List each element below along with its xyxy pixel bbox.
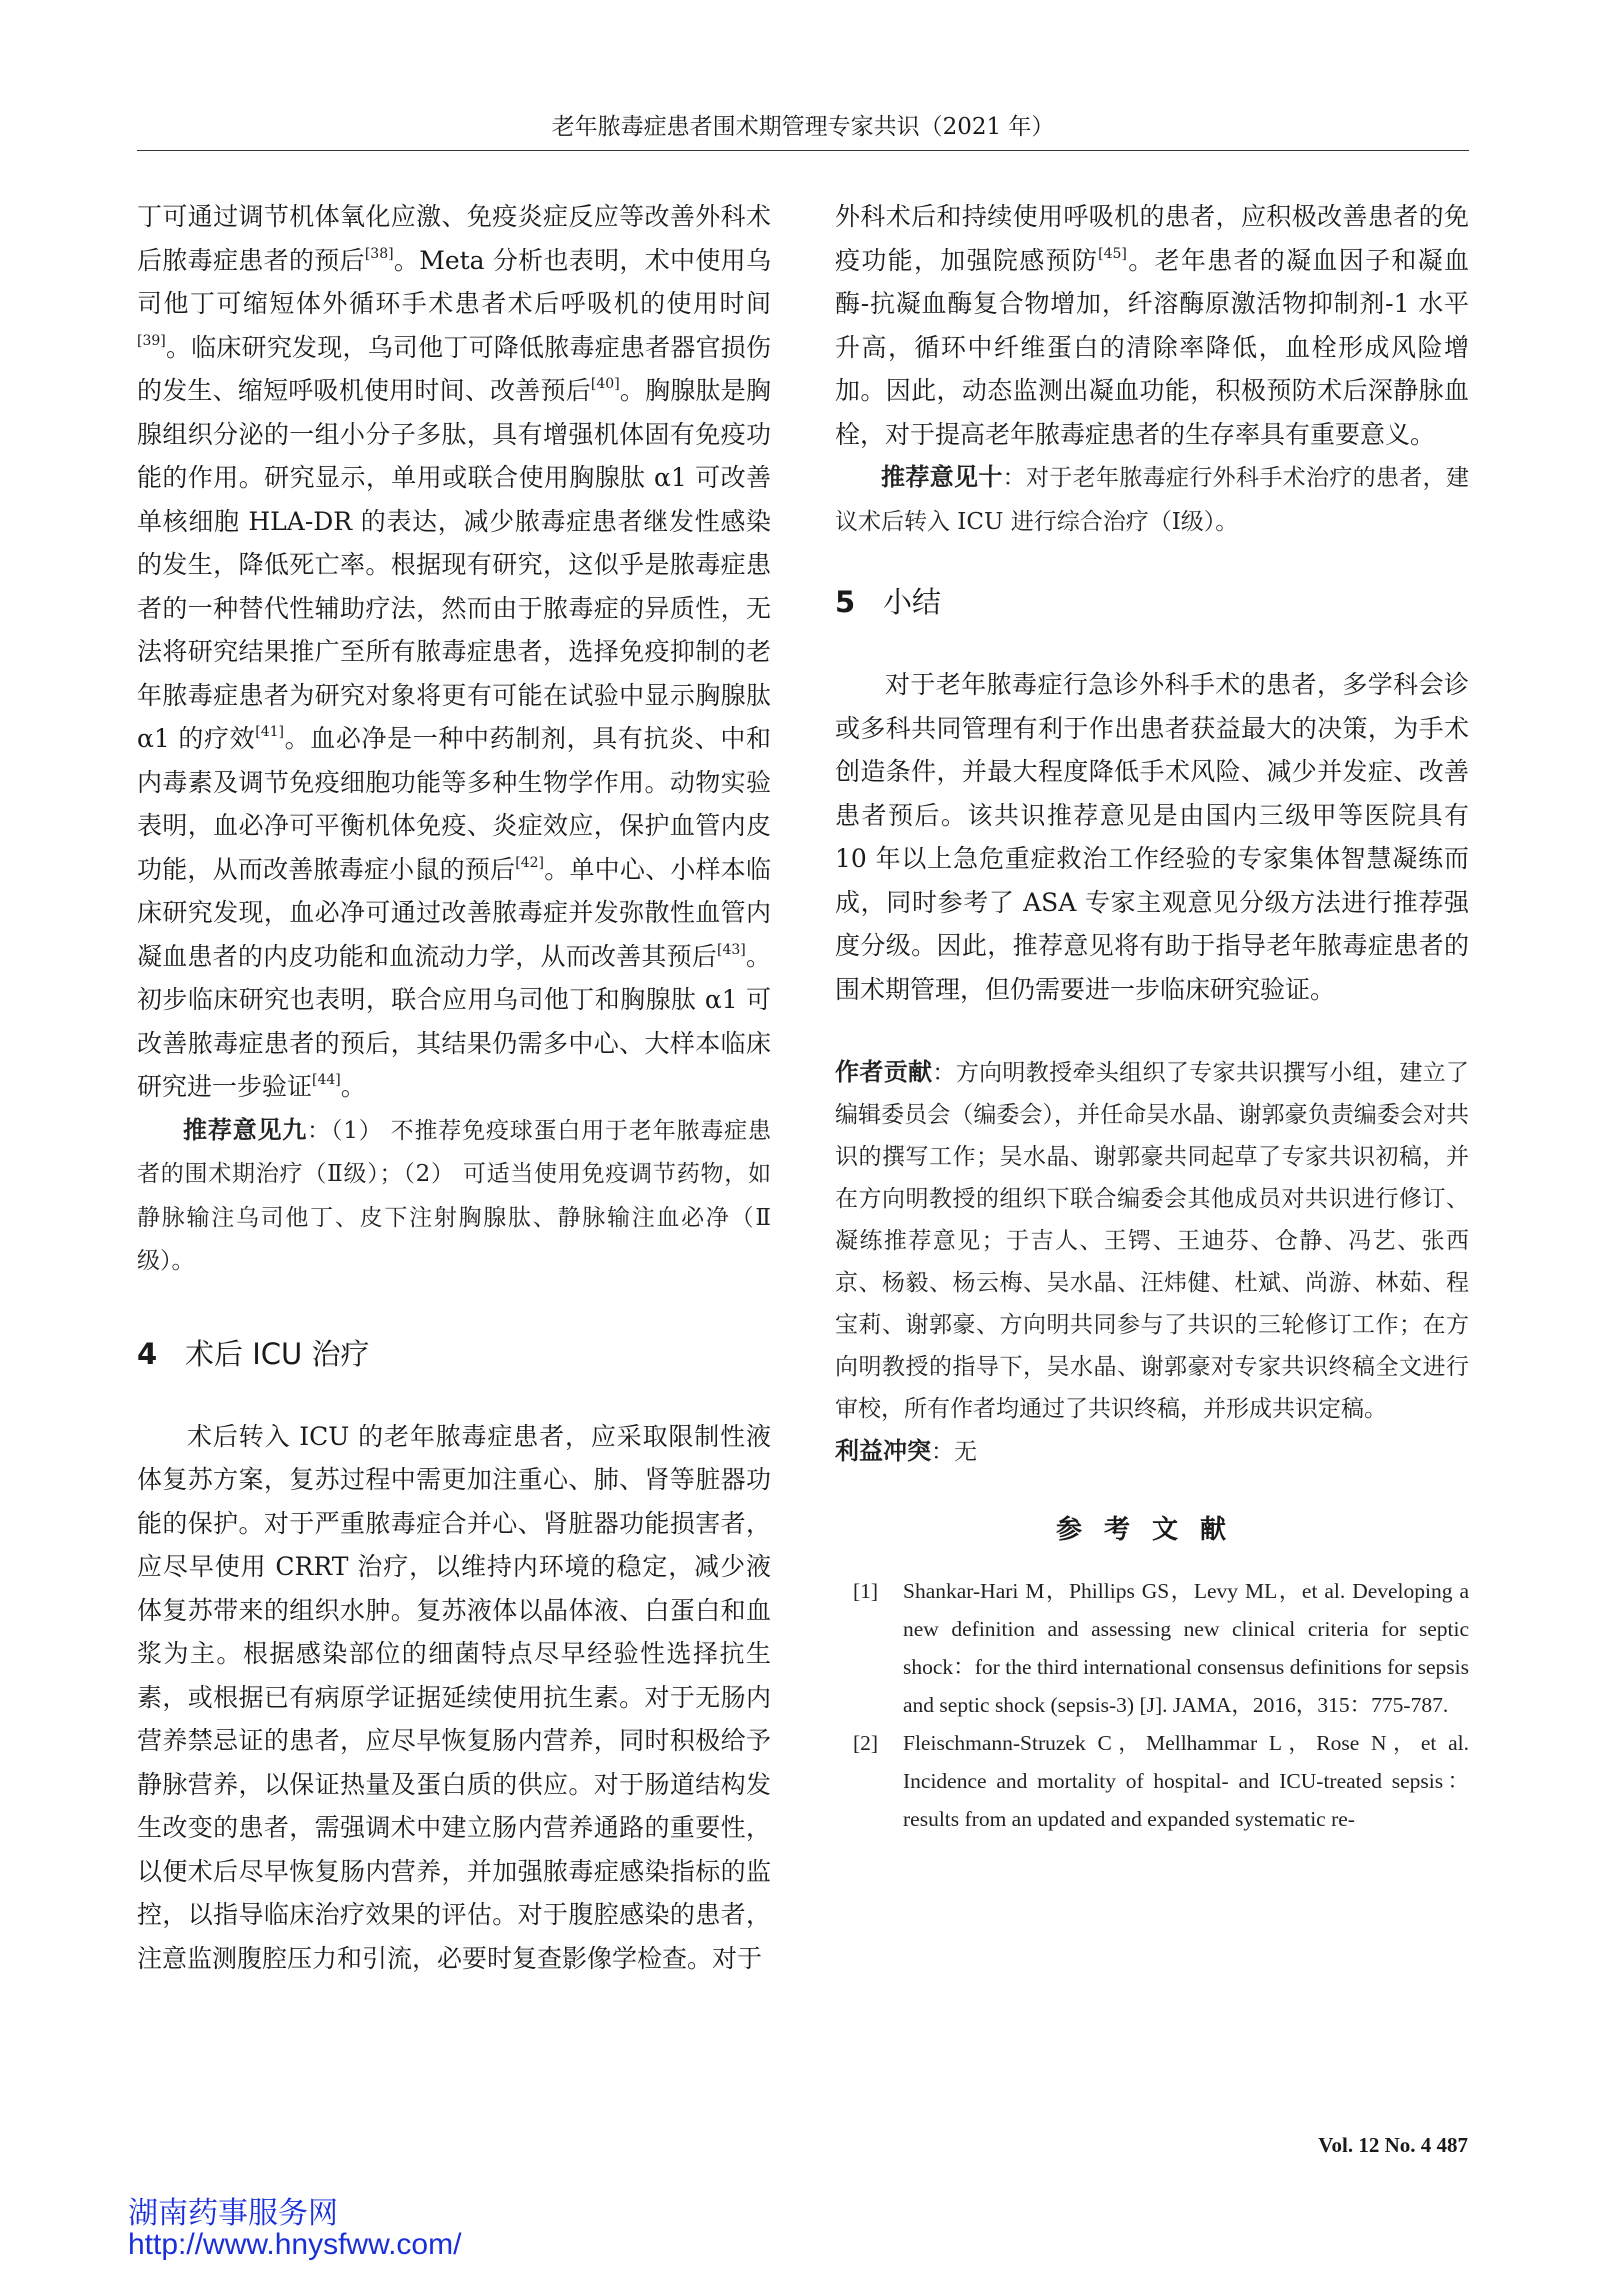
- section-heading-5: [835, 580, 1469, 621]
- text-span: 。血必净是一种中药制剂，具有抗炎、中和内毒素及调节免疫细胞功能等多种生物学作用。动物实验表明，血必净可平衡机体免疫、炎症效应，保护血管内皮功能，从而改善脓毒症小鼠的预后: [137, 724, 771, 884]
- author-contributions: [835, 1051, 1469, 1430]
- text-span: 。老年患者的凝血因子和凝血酶-抗凝血酶复合物增加，纤溶酶原激活物抑制剂-1 水平升高，循环中纤维蛋白的清除率降低，血栓形成风险增加。因此，动态监测出凝血功能，积极预防术后深静脉血栓，对于提高老年脓毒症患者的生存率具有重要意义。: [835, 245, 1469, 449]
- recommendation-label: 推荐意见九: [183, 1115, 308, 1144]
- reference-item: [835, 1572, 1469, 1724]
- text-span: 。初步临床研究也表明，联合应用乌司他丁和胸腺肽 α1 可改善脓毒症患者的预后，其结果仍需多中心、大样本临床研究进一步验证: [137, 941, 771, 1101]
- reference-item: [835, 1724, 1469, 1838]
- body-paragraph: [137, 195, 771, 1109]
- recommendation-label: 推荐意见十: [881, 463, 1003, 491]
- text-span: 外科术后和持续使用呼吸机的患者，应积极改善患者的免疫功能，加强院感预防: [835, 202, 1469, 275]
- header-divider: [137, 150, 1469, 151]
- left-column: [137, 195, 771, 1980]
- recommendation-9: [137, 1109, 771, 1284]
- citation-38: [38]: [364, 245, 394, 262]
- conflict-of-interest: [835, 1430, 1469, 1473]
- body-paragraph: [835, 195, 1469, 456]
- section-heading-4: [137, 1332, 771, 1373]
- text-span: 。临床研究发现，乌司他丁可降低脓毒症患者器官损伤的发生、缩短呼吸机使用时间、改善预后: [137, 332, 771, 405]
- section-number: 4: [137, 1336, 158, 1371]
- citation-44: [44]: [312, 1072, 341, 1088]
- watermark-site-name: 湖南药事服务网: [128, 2197, 338, 2230]
- citation-43: [43]: [717, 941, 746, 958]
- section-number: 5: [835, 585, 856, 619]
- references-heading: 参考文献: [1055, 1515, 1248, 1545]
- text-span: 。: [340, 1072, 366, 1101]
- contrib-text: ：方向明教授牵头组织了专家共识撰写小组，建立了编辑委员会（编委会），并任命吴水晶、谢郭豪负责编委会对共识的撰写工作；吴水晶、谢郭豪共同起草了专家共识初稿，并在方向明教授的组织下联合编委会其他成员对共识进行修订、凝练推荐意见；于吉人、王锷、王迪芬、仓静、冯艺、张西京、杨毅、杨云梅、吴水晶、汪炜健、杜斌、尚游、林茹、程宝莉、谢郭豪、方向明共同参与了共识的三轮修订工作；在方向明教授的指导下，吴水晶、谢郭豪对专家共识终稿全文进行审校，所有作者均通过了共识终稿，并形成共识定稿。: [835, 1060, 1470, 1422]
- right-column: [835, 195, 1469, 1838]
- reference-number: [2]: [853, 1731, 879, 1755]
- citation-41: [41]: [255, 724, 285, 740]
- citation-40: [40]: [590, 376, 620, 392]
- recommendation-text: ：（1） 不推荐免疫球蛋白用于老年脓毒症患者的围术期治疗（Ⅱ级）；（2） 可适当使用免疫调节药物，如静脉输注乌司他丁、皮下注射胸腺肽、静脉输注血必净（Ⅱ级）。: [137, 1117, 771, 1274]
- contrib-label: 作者贡献: [835, 1058, 933, 1086]
- text-span: 。Meta 分析也表明，术中使用乌司他丁可缩短体外循环手术患者术后呼吸机的使用时间: [137, 245, 771, 318]
- citation-39: [39]: [137, 332, 166, 349]
- reference-text: Fleischmann-Struzek C，Mellhammar L，Rose N，et al. Incidence and mortality of hospital- and ICU-treated sepsis：results from an updated and expanded systematic re-: [903, 1731, 1469, 1831]
- text-span: 。胸腺肽是胸腺组织分泌的一组小分子多肽，具有增强机体固有免疫功能的作用。研究显示，单用或联合使用胸腺肽 α1 可改善单核细胞 HLA-DR 的表达，减少脓毒症患者继发性感染的发生，降低死亡率。根据现有研究，这似乎是脓毒症患者的一种替代性辅助疗法，然而由于脓毒症的异质性，无法将研究结果推广至所有脓毒症患者，选择免疫抑制的老年脓毒症患者为研究对象将更有可能在试验中显示胸腺肽 α1 的疗效: [137, 376, 771, 753]
- text-span: 丁可通过调节机体氧化应激、免疫炎症反应等改善外科术后脓毒症患者的预后: [137, 202, 771, 275]
- section-title: 术后 ICU 治疗: [185, 1336, 370, 1371]
- section-title: 小结: [883, 585, 942, 619]
- citation-42: [42]: [515, 854, 545, 871]
- journal-running-title: 老年脓毒症患者围术期管理专家共识（2021 年）: [551, 114, 1055, 140]
- body-paragraph: 术后转入 ICU 的老年脓毒症患者，应采取限制性液体复苏方案，复苏过程中需更加注重心、肺、肾等脏器功能的保护。对于严重脓毒症合并心、肾脏器功能损害者，应尽早使用 CRRT 治疗，以维持内环境的稳定，减少液体复苏带来的组织水肿。复苏液体以晶体液、白蛋白和血浆为主。根据感染部位的细菌特点尽早经验性选择抗生素，或根据已有病原学证据延续使用抗生素。对于无肠内营养禁忌证的患者，应尽早恢复肠内营养，同时积极给予静脉营养，以保证热量及蛋白质的供应。对于肠道结构发生改变的患者，需强调术中建立肠内营养通路的重要性，以便术后尽早恢复肠内营养，并加强脓毒症感染指标的监控，以指导临床治疗效果的评估。对于腹腔感染的患者，注意监测腹腔压力和引流，必要时复查影像学检查。对于: [137, 1421, 771, 1973]
- recommendation-text: ：对于老年脓毒症行外科手术治疗的患者，建议术后转入 ICU 进行综合治疗（Ⅰ级）。: [835, 465, 1470, 535]
- citation-45: [45]: [1098, 245, 1127, 262]
- reference-number: [1]: [853, 1579, 879, 1603]
- conflict-text: ：无: [931, 1439, 977, 1465]
- watermark-url-link[interactable]: http://www.hnysfww.com/: [128, 2228, 462, 2261]
- volume-page-number: Vol. 12 No. 4 487: [1318, 2133, 1468, 2157]
- reference-text: Shankar-Hari M，Phillips GS，Levy ML，et al. Developing a new definition and assessing new clinical criteria for septic shock：for the third international consensus definitions for sepsis and septic shock (sepsis-3) [J]. JAMA，2016，315：775-787.: [903, 1579, 1469, 1717]
- text-span: 。单中心、小样本临床研究发现，血必净可通过改善脓毒症并发弥散性血管内凝血患者的内皮功能和血流动力学，从而改善其预后: [137, 854, 771, 971]
- recommendation-10: [835, 456, 1469, 544]
- body-paragraph: 对于老年脓毒症行急诊外科手术的患者，多学科会诊或多科共同管理有利于作出患者获益最大的决策，为手术创造条件，并最大程度降低手术风险、减少并发症、改善患者预后。该共识推荐意见是由国内三级甲等医院具有 10 年以上急危重症救治工作经验的专家集体智慧凝练而成，同时参考了 ASA 专家主观意见分级方法进行推荐强度分级。因此，推荐意见将有助于指导老年脓毒症患者的围术期管理，但仍需要进一步临床研究验证。: [835, 670, 1469, 1004]
- conflict-label: 利益冲突: [835, 1437, 931, 1465]
